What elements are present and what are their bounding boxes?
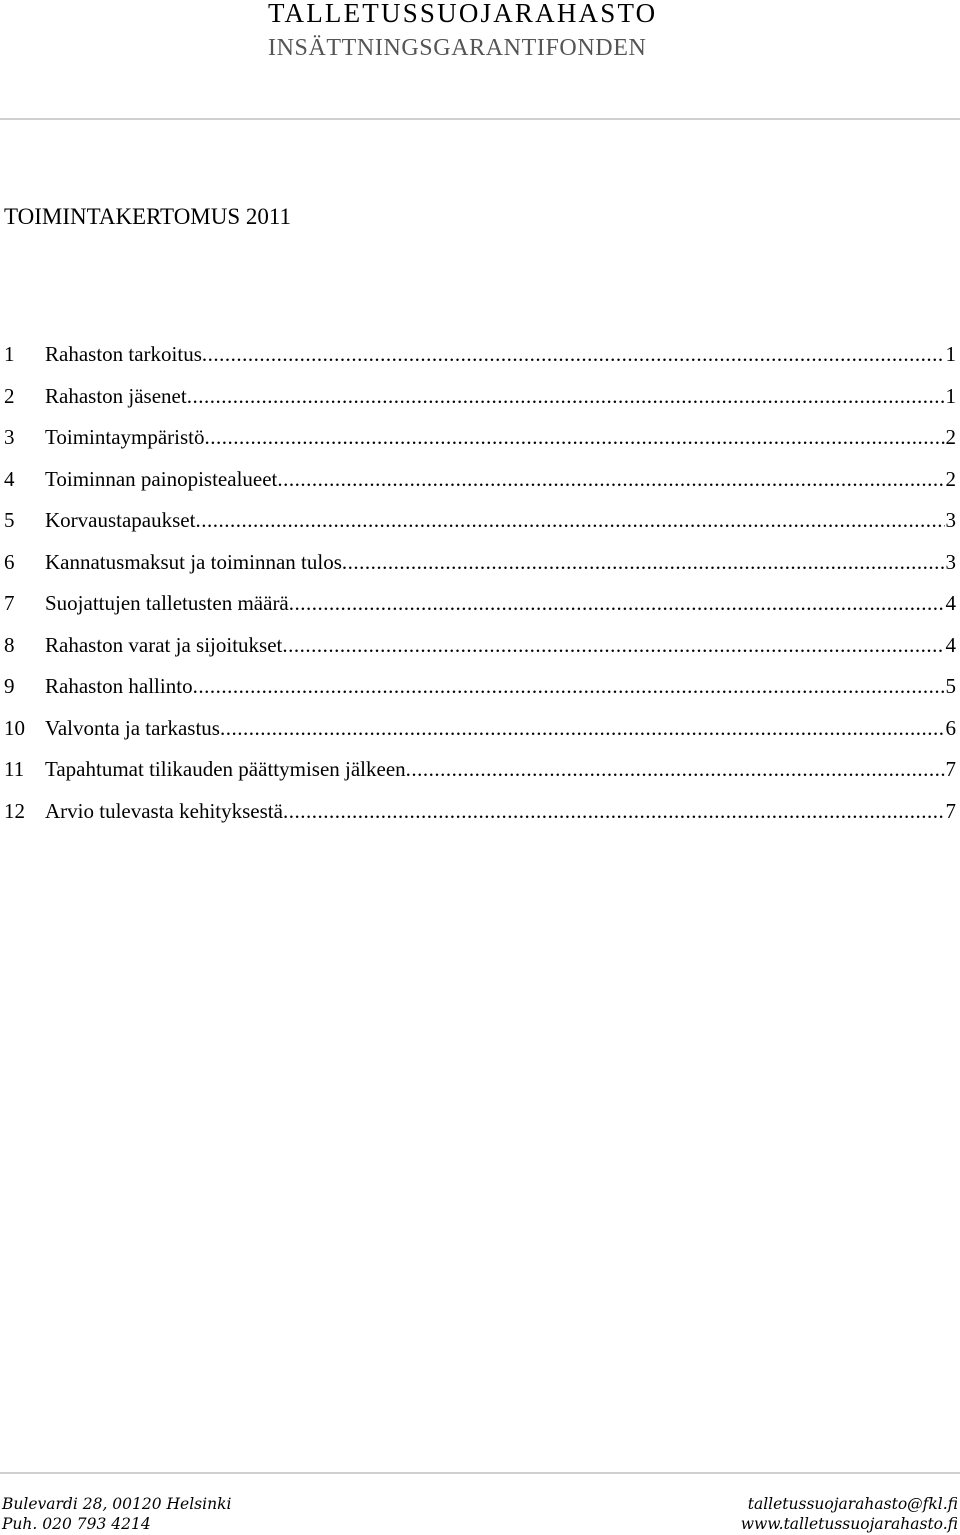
toc-entry[interactable] [4, 464, 956, 506]
toc-dot-leader [277, 464, 944, 494]
toc-entry[interactable] [4, 339, 956, 381]
toc-entry-number: 5 [4, 508, 15, 532]
toc-entry-page: 7 [945, 757, 956, 781]
toc-entry-number: 4 [4, 466, 15, 491]
toc-entry-label: Kannatusmaksut ja toiminnan tulos [45, 549, 342, 574]
toc-entry[interactable] [4, 381, 956, 423]
toc-entry[interactable] [4, 630, 956, 672]
organization-name-swedish: INSÄTTNINGSGARANTIFONDEN [268, 35, 647, 61]
toc-entry-page: 3 [945, 549, 956, 574]
toc-entry[interactable] [4, 754, 956, 796]
toc-entry-label: Suojattujen talletusten määrä [45, 591, 289, 615]
toc-entry-page: 4 [945, 591, 956, 615]
toc-entry-label: Rahaston hallinto [45, 674, 193, 698]
toc-entry-label: Toiminnan painopistealueet [45, 466, 278, 491]
toc-dot-leader [202, 339, 945, 369]
toc-entry-page: 4 [945, 632, 956, 657]
toc-entry-page: 2 [945, 425, 956, 449]
toc-entry-number: 11 [4, 757, 25, 781]
toc-dot-leader [342, 547, 945, 577]
toc-dot-leader [195, 505, 944, 535]
toc-entry-label: Rahaston tarkoitus [45, 342, 202, 366]
toc-entry[interactable] [4, 588, 956, 630]
toc-entry-label: Tapahtumat tilikauden päättymisen jälkeen [45, 757, 406, 781]
toc-entry-page: 7 [945, 798, 956, 823]
footer-contact-right [741, 1494, 958, 1534]
toc-entry-number: 7 [4, 591, 15, 615]
toc-entry-page: 2 [945, 466, 956, 491]
toc-dot-leader [282, 630, 944, 660]
footer-phone: Puh. 020 793 4214 [2, 1515, 151, 1533]
footer-website-link[interactable]: www.talletussuojarahasto.fi [740, 1515, 958, 1533]
toc-entry-number: 9 [4, 674, 15, 698]
toc-entry[interactable] [4, 547, 956, 589]
toc-dot-leader [187, 381, 945, 411]
toc-entry[interactable] [4, 796, 956, 838]
toc-entry-number: 8 [4, 632, 15, 657]
toc-entry[interactable] [4, 505, 956, 547]
footer-address: Bulevardi 28, 00120 Helsinki [2, 1495, 232, 1513]
toc-entry-page: 3 [945, 508, 956, 532]
toc-dot-leader [193, 671, 945, 701]
toc-entry-page: 6 [945, 715, 956, 740]
toc-entry-number: 1 [4, 342, 15, 366]
toc-dot-leader [283, 796, 945, 826]
toc-entry-label: Toimintaympäristö [45, 425, 205, 449]
toc-entry-page: 1 [945, 342, 956, 366]
toc-entry[interactable] [4, 713, 956, 755]
toc-dot-leader [220, 713, 945, 743]
toc-entry-number: 12 [4, 798, 25, 823]
toc-entry-number: 2 [4, 383, 15, 408]
toc-dot-leader [406, 754, 945, 784]
toc-entry-label: Rahaston jäsenet [45, 383, 187, 408]
header-divider [0, 118, 960, 120]
document-title: TOIMINTAKERTOMUS 2011 [4, 204, 292, 229]
toc-dot-leader [205, 422, 945, 452]
toc-entry-number: 3 [4, 425, 15, 449]
toc-entry-page: 5 [945, 674, 956, 698]
toc-entry-label: Rahaston varat ja sijoitukset [45, 632, 283, 657]
toc-entry-number: 10 [4, 715, 25, 740]
table-of-contents [4, 339, 956, 837]
footer-contact-left [2, 1494, 231, 1534]
toc-entry-label: Arvio tulevasta kehityksestä [45, 798, 283, 823]
toc-entry-page: 1 [945, 383, 956, 408]
toc-entry[interactable] [4, 422, 956, 464]
footer-divider [0, 1472, 960, 1474]
toc-entry[interactable] [4, 671, 956, 713]
toc-entry-number: 6 [4, 549, 15, 574]
toc-entry-label: Korvaustapaukset [45, 508, 196, 532]
organization-name-finnish: TALLETUSSUOJARAHASTO [268, 0, 658, 28]
footer-email-link[interactable]: talletussuojarahasto@fkl.fi [747, 1495, 958, 1513]
toc-entry-label: Valvonta ja tarkastus [45, 715, 220, 740]
toc-dot-leader [289, 588, 945, 618]
